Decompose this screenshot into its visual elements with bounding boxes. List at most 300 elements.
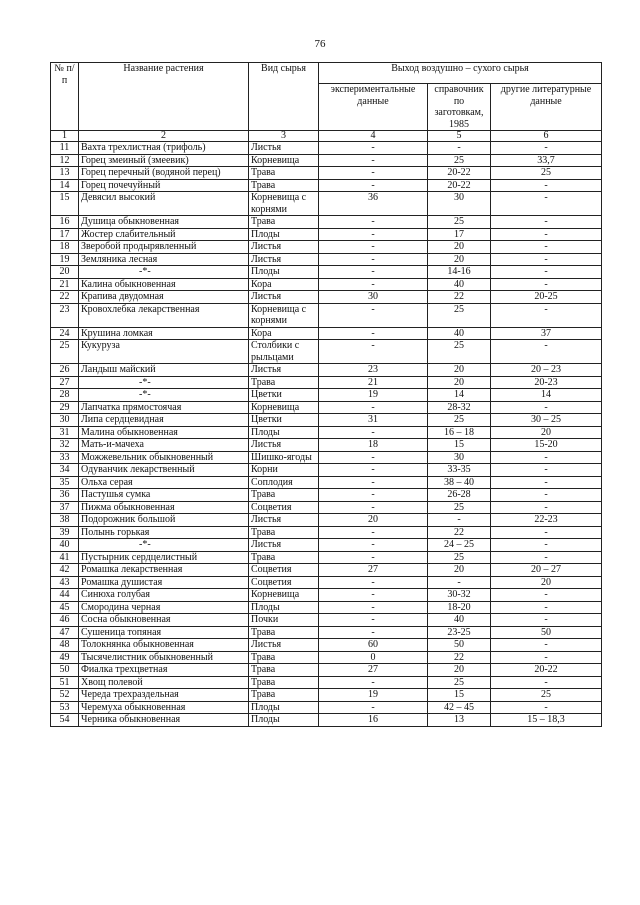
experimental-value: - — [319, 601, 428, 614]
table-row — [51, 228, 602, 241]
row-number: 16 — [51, 216, 79, 229]
experimental-value: 19 — [319, 689, 428, 702]
plant-name: Ромашка душистая — [79, 576, 249, 589]
table-row — [51, 514, 602, 527]
experimental-value: - — [319, 167, 428, 180]
table-row — [51, 651, 602, 664]
row-number: 52 — [51, 689, 79, 702]
literature-value: - — [491, 589, 602, 602]
plant-name: Лапчатка прямостоячая — [79, 401, 249, 414]
raw-material-type: Трава — [249, 676, 319, 689]
table-row — [51, 564, 602, 577]
literature-value: - — [491, 241, 602, 254]
table-row — [51, 589, 602, 602]
literature-value: - — [491, 476, 602, 489]
literature-value: 22-23 — [491, 514, 602, 527]
reference-value: 24 – 25 — [428, 539, 491, 552]
literature-value: - — [491, 464, 602, 477]
row-number: 49 — [51, 651, 79, 664]
table-row — [51, 253, 602, 266]
reference-value: 25 — [428, 154, 491, 167]
reference-value: 30 — [428, 192, 491, 216]
raw-material-type: Листья — [249, 241, 319, 254]
raw-material-type: Трава — [249, 689, 319, 702]
row-number: 40 — [51, 539, 79, 552]
experimental-value: - — [319, 228, 428, 241]
experimental-value: - — [319, 179, 428, 192]
row-number: 25 — [51, 340, 79, 364]
experimental-value: - — [319, 327, 428, 340]
literature-value: - — [491, 142, 602, 155]
plant-name: Крушина ломкая — [79, 327, 249, 340]
literature-value: 20-23 — [491, 376, 602, 389]
experimental-value: - — [319, 501, 428, 514]
literature-value: - — [491, 501, 602, 514]
table-row — [51, 476, 602, 489]
experimental-value: 19 — [319, 389, 428, 402]
raw-material-type: Трава — [249, 489, 319, 502]
literature-value: 33,7 — [491, 154, 602, 167]
raw-material-type: Трава — [249, 179, 319, 192]
experimental-value: - — [319, 142, 428, 155]
plant-name: -*- — [79, 266, 249, 279]
reference-value: - — [428, 514, 491, 527]
literature-value: - — [491, 526, 602, 539]
plant-name: Девясил высокий — [79, 192, 249, 216]
literature-value: - — [491, 551, 602, 564]
literature-value: - — [491, 451, 602, 464]
table-row — [51, 714, 602, 727]
raw-material-type: Трава — [249, 216, 319, 229]
row-number: 39 — [51, 526, 79, 539]
reference-value: 20 — [428, 376, 491, 389]
reference-value: 15 — [428, 689, 491, 702]
experimental-value: - — [319, 551, 428, 564]
row-number: 26 — [51, 364, 79, 377]
header-num: № п/п — [51, 63, 79, 131]
literature-value: - — [491, 266, 602, 279]
experimental-value: 23 — [319, 364, 428, 377]
reference-value: 13 — [428, 714, 491, 727]
row-number: 35 — [51, 476, 79, 489]
literature-value: - — [491, 278, 602, 291]
literature-value: 20 – 27 — [491, 564, 602, 577]
reference-value: 25 — [428, 676, 491, 689]
literature-value: - — [491, 701, 602, 714]
row-number: 42 — [51, 564, 79, 577]
experimental-value: - — [319, 576, 428, 589]
reference-value: 30-32 — [428, 589, 491, 602]
reference-value: 28-32 — [428, 401, 491, 414]
plant-name: Ольха серая — [79, 476, 249, 489]
reference-value: 23-25 — [428, 626, 491, 639]
row-number: 20 — [51, 266, 79, 279]
reference-value: 20 — [428, 664, 491, 677]
reference-value: - — [428, 576, 491, 589]
reference-value: 20 — [428, 241, 491, 254]
plant-name: Смородина черная — [79, 601, 249, 614]
experimental-value: - — [319, 676, 428, 689]
experimental-value: - — [319, 701, 428, 714]
plant-name: Зверобой продырявленный — [79, 241, 249, 254]
plant-name: Калина обыкновенная — [79, 278, 249, 291]
reference-value: 18-20 — [428, 601, 491, 614]
table-row — [51, 539, 602, 552]
literature-value: - — [491, 179, 602, 192]
table-row — [51, 601, 602, 614]
raw-material-type: Листья — [249, 539, 319, 552]
header-reference: справочник по заготовкам, 1985 — [428, 84, 491, 131]
row-number: 11 — [51, 142, 79, 155]
literature-value: - — [491, 303, 602, 327]
literature-value: 15 – 18,3 — [491, 714, 602, 727]
page-number: 76 — [314, 38, 326, 50]
reference-value: 50 — [428, 639, 491, 652]
plant-name: Можжевельник обыкновенный — [79, 451, 249, 464]
table-row — [51, 278, 602, 291]
plant-name: Душица обыкновенная — [79, 216, 249, 229]
table-row — [51, 340, 602, 364]
experimental-value: - — [319, 154, 428, 167]
row-number: 19 — [51, 253, 79, 266]
raw-material-type: Трава — [249, 551, 319, 564]
raw-material-type: Плоды — [249, 701, 319, 714]
col-number: 3 — [249, 131, 319, 142]
col-number: 4 — [319, 131, 428, 142]
row-number: 13 — [51, 167, 79, 180]
row-number: 23 — [51, 303, 79, 327]
experimental-value: - — [319, 266, 428, 279]
reference-value: 30 — [428, 451, 491, 464]
raw-material-type: Трава — [249, 167, 319, 180]
raw-material-type: Корневища — [249, 401, 319, 414]
row-number: 22 — [51, 291, 79, 304]
table-row — [51, 526, 602, 539]
raw-material-type: Корневища с корнями — [249, 192, 319, 216]
literature-value: 20 — [491, 426, 602, 439]
plant-name: Сосна обыкновенная — [79, 614, 249, 627]
experimental-value: - — [319, 340, 428, 364]
plant-name: Пижма обыкновенная — [79, 501, 249, 514]
raw-material-type: Цветки — [249, 389, 319, 402]
experimental-value: 60 — [319, 639, 428, 652]
experimental-value: - — [319, 451, 428, 464]
experimental-value: - — [319, 489, 428, 502]
literature-value: 15-20 — [491, 439, 602, 452]
experimental-value: - — [319, 476, 428, 489]
plant-name: Тысячелистник обыкновенный — [79, 651, 249, 664]
col-number: 5 — [428, 131, 491, 142]
row-number: 28 — [51, 389, 79, 402]
raw-material-type: Кора — [249, 278, 319, 291]
plant-name: Синюха голубая — [79, 589, 249, 602]
raw-material-type: Листья — [249, 639, 319, 652]
row-number: 54 — [51, 714, 79, 727]
row-number: 18 — [51, 241, 79, 254]
experimental-value: 21 — [319, 376, 428, 389]
plant-name: Хвощ полевой — [79, 676, 249, 689]
experimental-value: - — [319, 303, 428, 327]
table-row — [51, 142, 602, 155]
raw-material-type: Листья — [249, 291, 319, 304]
literature-value: 20 – 23 — [491, 364, 602, 377]
reference-value: 25 — [428, 414, 491, 427]
plant-name: Малина обыкновенная — [79, 426, 249, 439]
experimental-value: - — [319, 216, 428, 229]
row-number: 33 — [51, 451, 79, 464]
reference-value: 20 — [428, 364, 491, 377]
row-number: 31 — [51, 426, 79, 439]
raw-material-type: Почки — [249, 614, 319, 627]
reference-value: 25 — [428, 303, 491, 327]
table-row — [51, 401, 602, 414]
table-row — [51, 639, 602, 652]
plant-name: -*- — [79, 389, 249, 402]
literature-value: - — [491, 253, 602, 266]
raw-material-type: Корневища — [249, 589, 319, 602]
row-number: 50 — [51, 664, 79, 677]
table-row — [51, 439, 602, 452]
table-row — [51, 303, 602, 327]
plant-name: Черника обыкновенная — [79, 714, 249, 727]
plant-name: Жостер слабительный — [79, 228, 249, 241]
literature-value: 20-22 — [491, 664, 602, 677]
experimental-value: - — [319, 464, 428, 477]
literature-value: 25 — [491, 689, 602, 702]
plant-name: Череда трехраздельная — [79, 689, 249, 702]
experimental-value: 36 — [319, 192, 428, 216]
experimental-value: - — [319, 589, 428, 602]
literature-value: - — [491, 639, 602, 652]
raw-material-type: Плоды — [249, 426, 319, 439]
literature-value: - — [491, 676, 602, 689]
row-number: 17 — [51, 228, 79, 241]
plant-name: Пустырник сердцелистный — [79, 551, 249, 564]
reference-value: 25 — [428, 216, 491, 229]
experimental-value: 27 — [319, 564, 428, 577]
reference-value: 25 — [428, 340, 491, 364]
raw-material-type: Цветки — [249, 414, 319, 427]
experimental-value: - — [319, 626, 428, 639]
experimental-value: - — [319, 401, 428, 414]
table-row — [51, 501, 602, 514]
raw-material-type: Трава — [249, 651, 319, 664]
literature-value: 20 — [491, 576, 602, 589]
reference-value: 14 — [428, 389, 491, 402]
literature-value: - — [491, 192, 602, 216]
experimental-value: - — [319, 614, 428, 627]
raw-material-type: Корневища — [249, 154, 319, 167]
raw-material-type: Листья — [249, 364, 319, 377]
experimental-value: - — [319, 539, 428, 552]
reference-value: 40 — [428, 278, 491, 291]
plant-name: Сушеница топяная — [79, 626, 249, 639]
plant-name: Горец перечный (водяной перец) — [79, 167, 249, 180]
table-row — [51, 241, 602, 254]
raw-material-type: Трава — [249, 626, 319, 639]
literature-value: 25 — [491, 167, 602, 180]
table-row — [51, 689, 602, 702]
table-row — [51, 364, 602, 377]
reference-value: 26-28 — [428, 489, 491, 502]
plant-name: Подорожник большой — [79, 514, 249, 527]
table-row — [51, 626, 602, 639]
row-number: 38 — [51, 514, 79, 527]
plant-name: Полынь горькая — [79, 526, 249, 539]
plant-name: Горец змеиный (змеевик) — [79, 154, 249, 167]
reference-value: 40 — [428, 614, 491, 627]
table-row — [51, 489, 602, 502]
table-row — [51, 327, 602, 340]
reference-value: 38 – 40 — [428, 476, 491, 489]
literature-value: 20-25 — [491, 291, 602, 304]
raw-material-type: Соцветия — [249, 564, 319, 577]
row-number: 47 — [51, 626, 79, 639]
literature-value: - — [491, 601, 602, 614]
table-row — [51, 389, 602, 402]
table-body — [51, 142, 602, 727]
row-number: 29 — [51, 401, 79, 414]
raw-material-type: Столбики с рыльцами — [249, 340, 319, 364]
row-number: 46 — [51, 614, 79, 627]
table-row — [51, 216, 602, 229]
row-number: 51 — [51, 676, 79, 689]
raw-material-type: Листья — [249, 253, 319, 266]
literature-value: 50 — [491, 626, 602, 639]
col-number: 1 — [51, 131, 79, 142]
plant-name: Земляника лесная — [79, 253, 249, 266]
literature-value: - — [491, 216, 602, 229]
experimental-value: 27 — [319, 664, 428, 677]
plant-name: Пастушья сумка — [79, 489, 249, 502]
reference-value: 42 – 45 — [428, 701, 491, 714]
table-row — [51, 464, 602, 477]
plant-name: Мать-и-мачеха — [79, 439, 249, 452]
reference-value: 20 — [428, 564, 491, 577]
plant-name: -*- — [79, 539, 249, 552]
reference-value: 20-22 — [428, 167, 491, 180]
table-row — [51, 414, 602, 427]
header-literature: другие литературные данные — [491, 84, 602, 131]
reference-value: 14-16 — [428, 266, 491, 279]
plant-name: Одуванчик лекарственный — [79, 464, 249, 477]
experimental-value: - — [319, 241, 428, 254]
raw-material-type: Плоды — [249, 266, 319, 279]
literature-value: 37 — [491, 327, 602, 340]
reference-value: 22 — [428, 526, 491, 539]
experimental-value: - — [319, 526, 428, 539]
table-row — [51, 179, 602, 192]
experimental-value: 18 — [319, 439, 428, 452]
literature-value: - — [491, 489, 602, 502]
row-number: 36 — [51, 489, 79, 502]
plant-name: Липа сердцевидная — [79, 414, 249, 427]
literature-value: - — [491, 340, 602, 364]
plant-name: Ромашка лекарственная — [79, 564, 249, 577]
plant-name: Толокнянка обыкновенная — [79, 639, 249, 652]
plant-name: Кукуруза — [79, 340, 249, 364]
plant-name: Ландыш майский — [79, 364, 249, 377]
raw-material-type: Соцветия — [249, 501, 319, 514]
raw-material-type: Плоды — [249, 714, 319, 727]
raw-material-type: Кора — [249, 327, 319, 340]
row-number: 53 — [51, 701, 79, 714]
row-number: 48 — [51, 639, 79, 652]
plant-name: Фиалка трехцветная — [79, 664, 249, 677]
reference-value: 25 — [428, 501, 491, 514]
table-row — [51, 154, 602, 167]
raw-material-type: Шишко-ягоды — [249, 451, 319, 464]
raw-material-type: Трава — [249, 376, 319, 389]
reference-value: - — [428, 142, 491, 155]
table-row — [51, 576, 602, 589]
row-number: 27 — [51, 376, 79, 389]
reference-value: 20-22 — [428, 179, 491, 192]
raw-material-type: Листья — [249, 439, 319, 452]
literature-value: - — [491, 539, 602, 552]
header-raw-type: Вид сырья — [249, 63, 319, 131]
plant-name: Вахта трехлистная (трифоль) — [79, 142, 249, 155]
literature-value: 30 – 25 — [491, 414, 602, 427]
plant-name: Крапива двудомная — [79, 291, 249, 304]
header-yield: Выход воздушно – сухого сырья — [319, 63, 602, 84]
row-number: 21 — [51, 278, 79, 291]
raw-material-type: Соплодия — [249, 476, 319, 489]
header-experimental: экспериментальные данные — [319, 84, 428, 131]
reference-value: 25 — [428, 551, 491, 564]
raw-material-type: Листья — [249, 142, 319, 155]
row-number: 44 — [51, 589, 79, 602]
row-number: 14 — [51, 179, 79, 192]
table-row — [51, 701, 602, 714]
experimental-value: 30 — [319, 291, 428, 304]
row-number: 12 — [51, 154, 79, 167]
row-number: 43 — [51, 576, 79, 589]
row-number: 41 — [51, 551, 79, 564]
table-row — [51, 426, 602, 439]
row-number: 45 — [51, 601, 79, 614]
table-row — [51, 451, 602, 464]
experimental-value: 16 — [319, 714, 428, 727]
raw-material-type: Корневища с корнями — [249, 303, 319, 327]
reference-value: 16 – 18 — [428, 426, 491, 439]
plant-name: -*- — [79, 376, 249, 389]
literature-value: - — [491, 651, 602, 664]
reference-value: 20 — [428, 253, 491, 266]
raw-material-type: Трава — [249, 664, 319, 677]
reference-value: 22 — [428, 291, 491, 304]
reference-value: 17 — [428, 228, 491, 241]
row-number: 34 — [51, 464, 79, 477]
plant-name: Черемуха обыкновенная — [79, 701, 249, 714]
raw-material-type: Корни — [249, 464, 319, 477]
raw-material-type: Соцветия — [249, 576, 319, 589]
col-number: 6 — [491, 131, 602, 142]
row-number: 32 — [51, 439, 79, 452]
table-row — [51, 192, 602, 216]
experimental-value: - — [319, 253, 428, 266]
experimental-value: - — [319, 278, 428, 291]
raw-material-type: Листья — [249, 514, 319, 527]
row-number: 24 — [51, 327, 79, 340]
table-row — [51, 614, 602, 627]
reference-value: 40 — [428, 327, 491, 340]
experimental-value: 20 — [319, 514, 428, 527]
raw-material-type: Плоды — [249, 601, 319, 614]
experimental-value: 31 — [319, 414, 428, 427]
col-number: 2 — [79, 131, 249, 142]
literature-value: - — [491, 614, 602, 627]
